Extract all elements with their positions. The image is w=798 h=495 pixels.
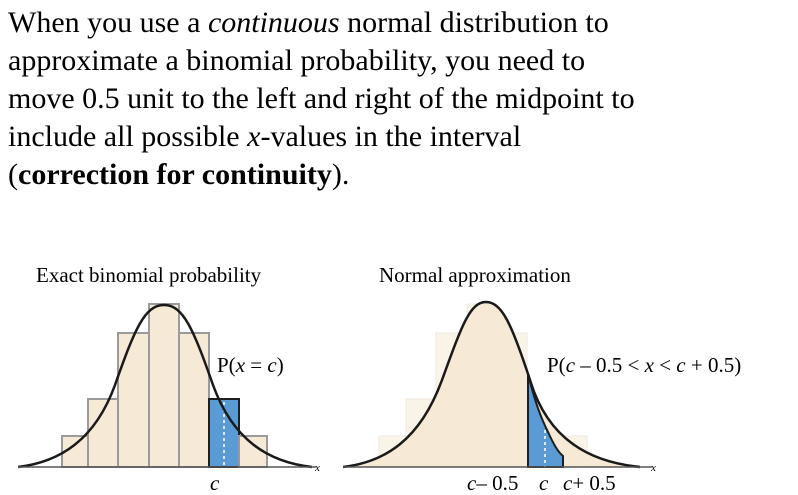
prob-text: < — [653, 353, 677, 377]
paragraph-bold-term: correction for continuity — [18, 158, 332, 191]
right-probability-label — [547, 353, 741, 377]
prob-var-x: x — [235, 353, 246, 377]
left-panel-caption: Exact binomial probability — [36, 263, 262, 287]
label-var-c: c — [467, 471, 477, 495]
histogram-bar — [118, 333, 149, 467]
c-mid-label: c — [539, 471, 549, 495]
label-text: – 0.5 — [476, 471, 519, 495]
prob-text: ) — [276, 353, 284, 377]
prob-var-c: c — [676, 353, 686, 377]
paragraph-text: ). — [331, 158, 350, 191]
label-text: + 0.5 — [572, 471, 616, 495]
paragraph-text: include all possible — [8, 120, 248, 153]
right-panel-caption: Normal approximation — [379, 263, 571, 287]
left-axis-var: x — [315, 462, 320, 474]
prob-text: P( — [547, 353, 566, 377]
histogram-bar — [179, 333, 209, 467]
prob-text: = — [245, 353, 268, 377]
prob-text: – 0.5 < — [575, 353, 645, 377]
prob-var-x: x — [644, 353, 654, 377]
prob-var-c: c — [267, 353, 277, 377]
label-var-c: c — [563, 471, 573, 495]
paragraph-text: -values in the interval — [260, 120, 522, 153]
paragraph-text: normal distribution to — [339, 6, 609, 39]
prob-text: + 0.5) — [685, 353, 742, 377]
histogram-bar — [149, 304, 179, 467]
paragraph-text: ( — [8, 158, 18, 191]
prob-var-c: c — [565, 353, 576, 377]
right-axis-var: x — [651, 462, 656, 474]
left-c-label: c — [210, 471, 220, 495]
paragraph-text: move 0.5 unit to the left and right of the midpoint to — [8, 82, 635, 115]
c-plus-half-label — [563, 471, 616, 495]
paragraph-variable: x — [247, 120, 261, 153]
prob-text: P( — [217, 353, 236, 377]
left-probability-label — [217, 353, 284, 377]
left-histogram — [62, 304, 267, 467]
paragraph-text: approximate a binomial probability, you need to — [8, 44, 586, 77]
paragraph-emphasis: continuous — [207, 6, 340, 39]
c-minus-half-label — [467, 471, 518, 495]
paragraph-text: When you use a — [8, 6, 208, 39]
